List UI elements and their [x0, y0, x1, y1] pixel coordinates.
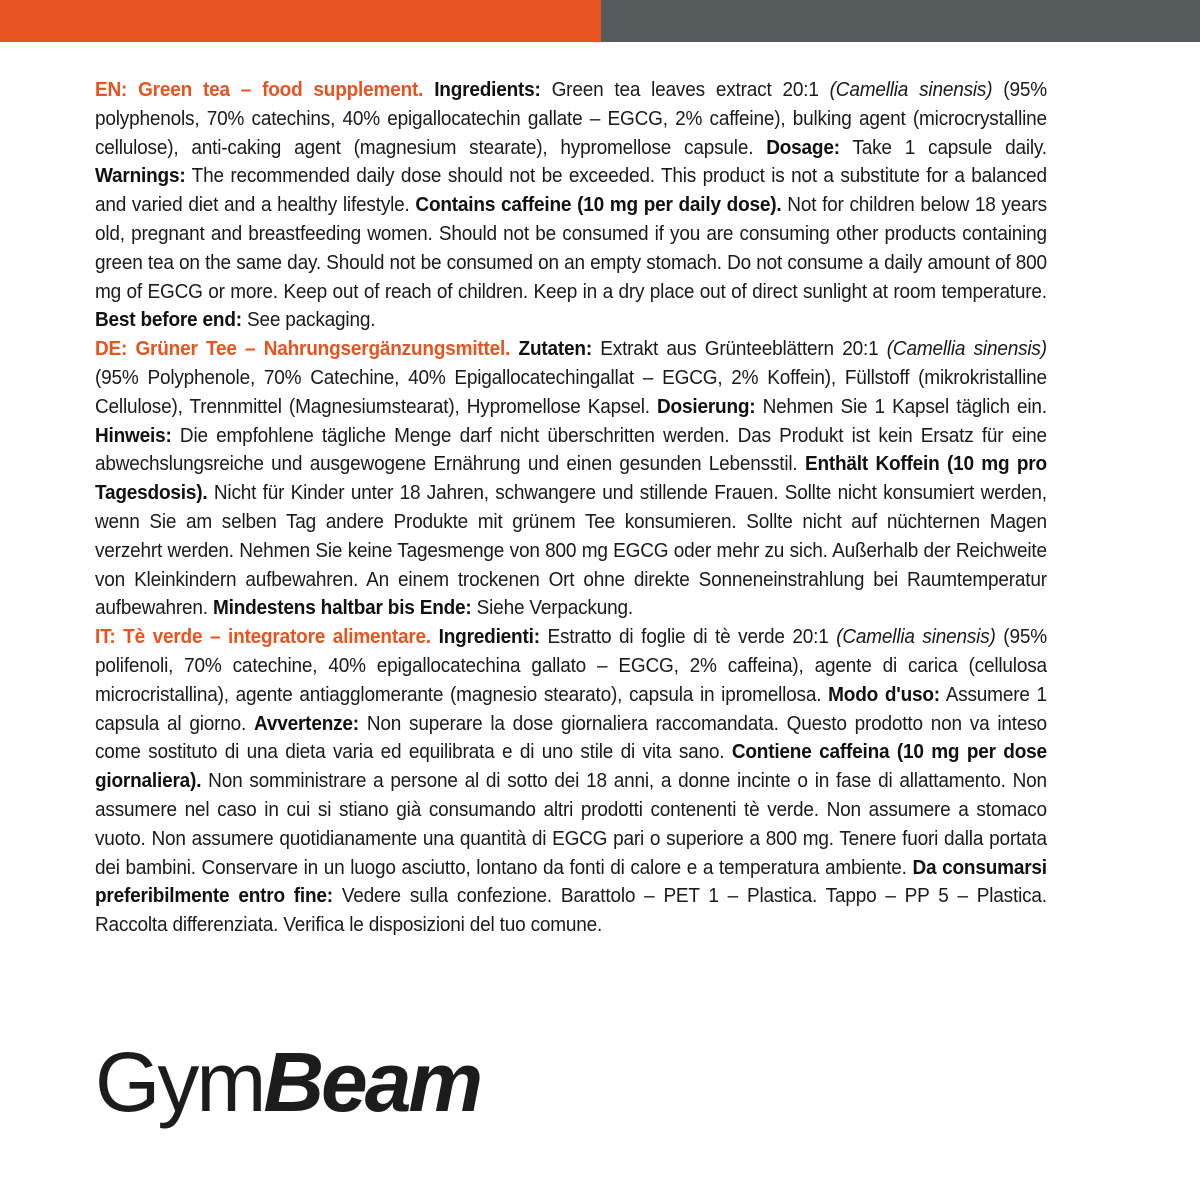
field-label: Avvertenze:	[254, 712, 359, 735]
body-text: Assumere 1 capsula al giorno.	[95, 683, 1047, 735]
latin-name: (Camellia sinensis)	[836, 626, 996, 649]
field-label: Mindestens haltbar bis Ende:	[212, 597, 472, 620]
section-en	[95, 76, 1047, 335]
body-text: Not for children below 18 years old, pregnant and breastfeeding women. Should not be consumed if you are consuming other products containing green tea on the same day. Should not be consumed on an empty stomach. Do not consume a daily amount of 800 mg of EGCG or more. Keep out of reach of children. Keep in a dry place out of direct sunlight at room temperature.	[95, 194, 1047, 303]
body-text	[510, 338, 518, 360]
body-text: Non somministrare a persone al di sotto dei 18 anni, a donne incinte o in fase di allattamento. Non assumere nel caso in cui si stiano già consumando altri prodotti contenenti tè verde. Non assumere a stomaco vuoto. Non assumere quotidianamente una quantità di EGCG pari o superiore a 800 mg. Tenere fuori dalla portata dei bambini. Conservare in un luogo asciutto, lontano da fonti di calore e a temperatura ambiente.	[95, 770, 1047, 879]
field-label: Hinweis:	[95, 424, 172, 447]
field-label: Zutaten:	[518, 338, 592, 361]
body-text: Non superare la dose giornaliera raccomandata. Questo prodotto non va inteso come sostituto di una dieta varia ed equilibrata e di uno stile di vita sano.	[95, 712, 1047, 764]
body-text: Nehmen Sie 1 Kapsel täglich ein.	[755, 395, 1047, 418]
field-label: Contiene caffeina (10 mg per dose giornaliera).	[95, 741, 1047, 793]
field-label: Dosage:	[766, 136, 840, 159]
field-label: Best before end:	[95, 309, 242, 332]
field-label: Dosierung:	[657, 395, 756, 418]
section-heading: EN: Green tea – food supplement.	[95, 79, 424, 101]
section-heading: IT: Tè verde – integratore alimentare.	[95, 626, 432, 649]
latin-name: (Camellia sinensis)	[829, 79, 993, 101]
section-body	[95, 338, 1047, 619]
section-it	[95, 623, 1047, 940]
body-text: Extrakt aus Grünteeblättern 20:1	[591, 338, 887, 361]
field-label: Warnings:	[95, 165, 186, 188]
field-label: Modo d'uso:	[828, 683, 940, 706]
top-bar-accent	[0, 0, 601, 42]
section-body	[95, 79, 1047, 331]
body-text: (95% Polyphenole, 70% Catechine, 40% Epigallocatechingallat – EGCG, 2% Koffein), Füllstoff (mikrokristalline Cellulose), Trennmittel (Magnesiumstearat), Hypromellose Kapsel.	[95, 366, 1047, 418]
latin-name: (Camellia sinensis)	[886, 338, 1047, 361]
body-text	[431, 626, 439, 648]
label-text-block	[95, 76, 1047, 940]
section-heading: DE: Grüner Tee – Nahrungsergänzungsmittel.	[95, 338, 511, 361]
field-label: Ingredients:	[434, 79, 541, 101]
body-text: Siehe Verpackung.	[471, 597, 633, 620]
section-body	[95, 626, 1047, 936]
field-label: Ingredienti:	[438, 626, 540, 649]
logo-bold-text: Beam	[263, 1035, 481, 1129]
body-text: The recommended daily dose should not be exceeded. This product is not a substitute for a balanced and varied diet and a healthy lifestyle.	[95, 165, 1047, 217]
body-text: Green tea leaves extract 20:1	[540, 79, 830, 101]
body-text: (95% polyphenols, 70% catechins, 40% epigallocatechin gallate – EGCG, 2% caffeine), bulking agent (microcrystalline cellulose), anti-caking agent (magnesium stearate), hypromellose capsule.	[95, 79, 1047, 159]
logo-light-text: Gym	[95, 1035, 264, 1129]
body-text: See packaging.	[241, 309, 376, 332]
body-text: Die empfohlene tägliche Menge darf nicht überschritten werden. Das Produkt ist kein Ersatz für eine abwechslungsreiche und ausgewogene Ernährung und einen gesunden Lebensstil.	[95, 424, 1047, 476]
body-text	[423, 79, 434, 101]
section-de	[95, 335, 1047, 623]
field-label: Enthält Koffein (10 mg pro Tagesdosis).	[95, 453, 1047, 505]
top-color-bar	[0, 0, 1200, 42]
body-text: Vedere sulla confezione. Barattolo – PET 1 – Plastica. Tappo – PP 5 – Plastica. Raccolta differenziata. Verifica le disposizioni del tuo comune.	[95, 885, 1047, 937]
body-text: Estratto di foglie di tè verde 20:1	[539, 626, 837, 649]
body-text: (95% polifenoli, 70% catechine, 40% epigallocatechina gallato – EGCG, 2% caffeina), agente di carica (cellulosa microcristallina), agente antiagglomerante (magnesio stearato), capsula in ipromellosa.	[95, 626, 1047, 706]
top-bar-dark	[601, 0, 1200, 42]
gymbeam-logo	[95, 1035, 481, 1129]
body-text: Nicht für Kinder unter 18 Jahren, schwangere und stillende Frauen. Sollte nicht konsumiert werden, wenn Sie am selben Tag andere Produkte mit grünem Tee konsumieren. Sollte nicht auf nüchternen Magen verzehrt werden. Nehmen Sie keine Tagesmenge von 800 mg EGCG oder mehr zu sich. Außerhalb der Reichweite von Kleinkindern aufbewahren. An einem trockenen Ort ohne direkte Sonneneinstrahlung bei Raumtemperatur aufbewahren.	[95, 482, 1047, 620]
body-text: Take 1 capsule daily.	[839, 136, 1047, 159]
field-label: Contains caffeine (10 mg per daily dose).	[415, 194, 782, 217]
field-label: Da consumarsi preferibilmente entro fine:	[95, 856, 1047, 908]
